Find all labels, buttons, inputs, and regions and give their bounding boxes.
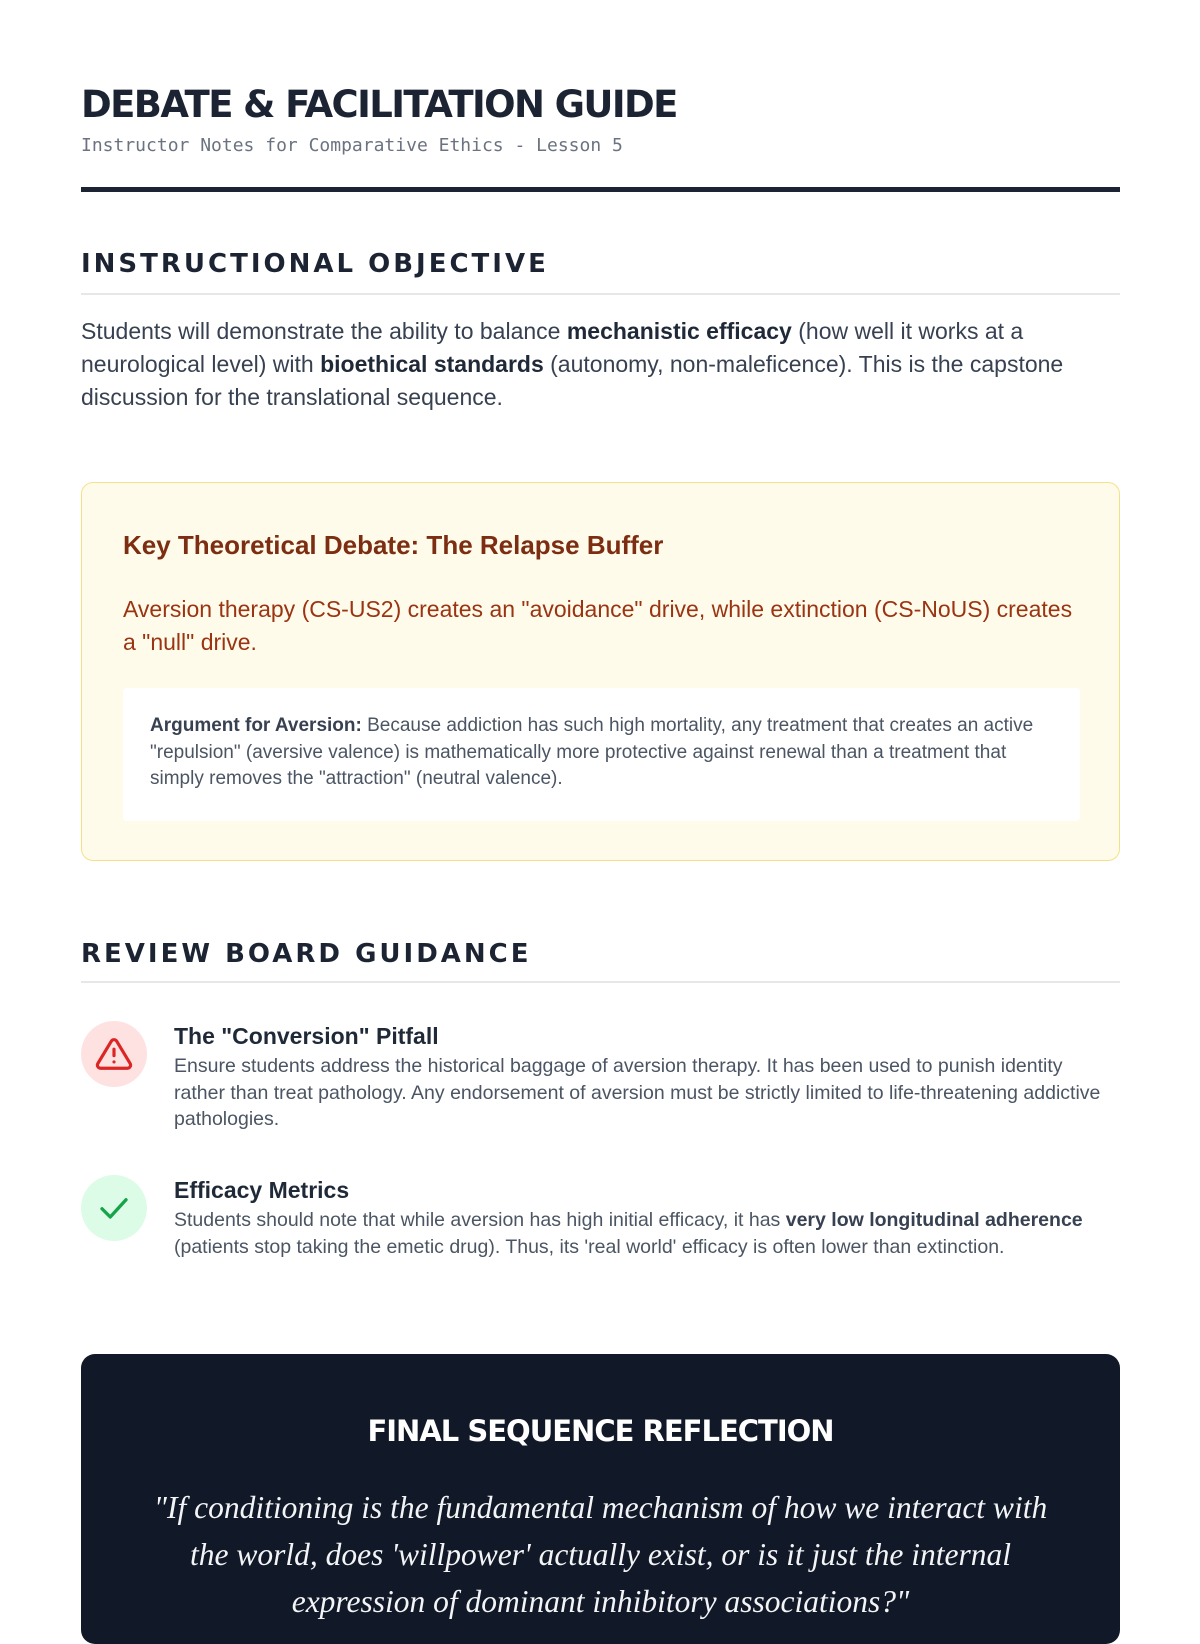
- reflection-panel: [81, 1354, 1120, 1644]
- guidance-text-part: Students should note that while aversion has high initial efficacy, it has: [174, 1209, 786, 1231]
- guidance-title: The "Conversion" Pitfall: [174, 1023, 439, 1049]
- objective-divider: [81, 293, 1120, 295]
- guidance-description: [174, 1207, 1114, 1260]
- debate-callout: [81, 482, 1120, 861]
- warning-triangle-icon: [81, 1021, 147, 1087]
- objective-text-part: (how well it works at a neurological level) with: [81, 318, 1024, 377]
- objective-heading: INSTRUCTIONAL OBJECTIVE: [81, 249, 549, 279]
- review-divider: [81, 981, 1120, 983]
- debate-text: Aversion therapy (CS-US2) creates an "avoidance" drive, while extinction (CS-NoUS) creates a "null" drive.: [123, 596, 1073, 655]
- reflection-quote: "If conditioning is the fundamental mechanism of how we interact with the world, does 'willpower' actually exist, or is it just the internal expression of dominant inhibitory associations?": [153, 1490, 1048, 1619]
- objective-bold-efficacy: mechanistic efficacy: [566, 318, 792, 344]
- objective-text-part: (autonomy, non-maleficence). This is the capstone discussion for the translational sequence.: [81, 351, 1064, 410]
- guidance-bold-adherence: very low longitudinal adherence: [785, 1209, 1083, 1231]
- guidance-text-part: (patients stop taking the emetic drug). Thus, its 'real world' efficacy is often lower than extinction.: [174, 1235, 1005, 1258]
- reflection-title: FINAL SEQUENCE REFLECTION: [367, 1414, 834, 1448]
- checkmark-icon: [81, 1175, 147, 1241]
- argument-label: Argument for Aversion:: [150, 715, 362, 736]
- objective-text: [81, 315, 1120, 414]
- guidance-title: Efficacy Metrics: [174, 1177, 350, 1203]
- debate-title: Key Theoretical Debate: The Relapse Buffer: [123, 530, 664, 560]
- objective-bold-standards: bioethical standards: [320, 351, 544, 377]
- guidance-description: Ensure students address the historical baggage of aversion therapy. It has been used to punish identity rather than treat pathology. Any endorsement of aversion must be strictly limited to life-threatening addictive pathologies.: [174, 1055, 1101, 1130]
- objective-text-part: Students will demonstrate the ability to balance: [81, 318, 567, 344]
- review-heading: REVIEW BOARD GUIDANCE: [81, 939, 532, 969]
- page-title: DEBATE & FACILITATION GUIDE: [81, 83, 677, 126]
- guidance-item-efficacy: [81, 1175, 1120, 1291]
- page-subtitle: Instructor Notes for Comparative Ethics - Lesson 5: [81, 135, 623, 156]
- guidance-item-conversion: [81, 1021, 1120, 1137]
- argument-text: Because addiction has such high mortality, any treatment that creates an active "repulsion" (aversive valence) is mathematically more protective against renewal than a treatment that simply removes the "attraction" (neutral valence).: [150, 715, 1034, 789]
- header-divider: [81, 187, 1120, 192]
- argument-card: [123, 688, 1080, 821]
